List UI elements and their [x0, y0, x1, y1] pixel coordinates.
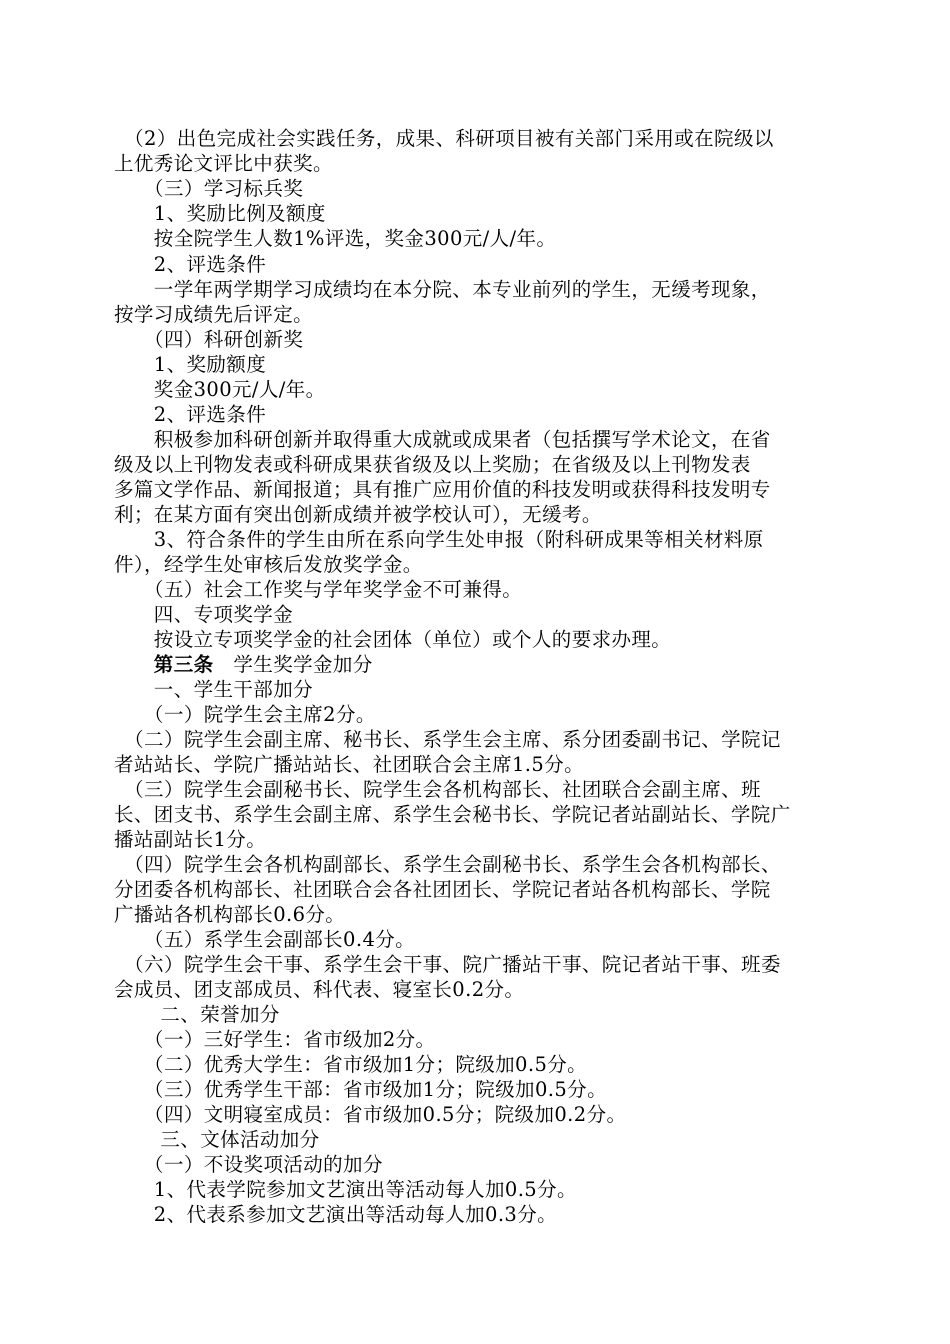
paragraph-line: （六）院学生会干事、系学生会干事、院广播站干事、院记者站干事、班委	[114, 953, 781, 976]
paragraph-line: 广播站各机构部长0.6分。	[114, 903, 346, 926]
paragraph-line: 上优秀论文评比中获奖。	[114, 152, 333, 175]
article-heading	[114, 652, 373, 677]
article-title: 学生奖学金加分	[213, 653, 373, 676]
paragraph-line: （三）院学生会副秘书长、院学生会各机构部长、社团联合会副主席、班	[114, 778, 761, 801]
article-number: 第三条	[114, 653, 214, 676]
paragraph-line: 2、代表系参加文艺演出等活动每人加0.3分。	[114, 1203, 558, 1226]
subsection-heading: 2、评选条件	[114, 403, 267, 426]
paragraph-line: （五）社会工作奖与学年奖学金不可兼得。	[114, 578, 523, 601]
paragraph-line: 多篇文学作品、新闻报道；具有推广应用价值的科技发明或获得科技发明专	[114, 478, 771, 501]
paragraph-line: 按设立专项奖学金的社会团体（单位）或个人的要求办理。	[114, 628, 672, 651]
section-heading: （三）学习标兵奖	[114, 177, 304, 200]
subsection-heading: （一）不设奖项活动的加分	[114, 1153, 383, 1176]
paragraph-line: 3、符合条件的学生由所在系向学生处申报（附科研成果等相关材料原	[114, 528, 764, 551]
paragraph-line: 级及以上刊物发表或科研成果获省级及以上奖励；在省级及以上刊物发表	[114, 453, 751, 476]
paragraph-line: 一学年两学期学习成绩均在本分院、本专业前列的学生，无缓考现象，	[114, 278, 771, 301]
paragraph-line: 分团委各机构部长、社团联合会各社团团长、学院记者站各机构部长、学院	[114, 878, 771, 901]
paragraph-line: 会成员、团支部成员、科代表、寝室长0.2分。	[114, 978, 525, 1001]
section-heading: （四）科研创新奖	[114, 328, 304, 351]
paragraph-line: 长、团支书、系学生会副主席、系学生会秘书长、学院记者站副站长、学院广	[114, 803, 791, 826]
subsection-heading: 2、评选条件	[114, 253, 267, 276]
paragraph-line: （2）出色完成社会实践任务，成果、科研项目被有关部门采用或在院级以	[114, 127, 774, 150]
paragraph-line: （一）院学生会主席2分。	[114, 703, 376, 726]
paragraph-line: （二）优秀大学生：省市级加1分；院级加0.5分。	[114, 1053, 588, 1076]
section-heading: 一、学生干部加分	[114, 678, 314, 701]
subsection-heading: 1、奖励额度	[114, 353, 267, 376]
paragraph-line: （五）系学生会副部长0.4分。	[114, 928, 416, 951]
paragraph-line: 播站副站长1分。	[114, 828, 267, 851]
paragraph-line: （四）院学生会各机构副部长、系学生会副秘书长、系学生会各机构部长、	[114, 853, 781, 876]
paragraph-line: 按全院学生人数1%评选，奖金300元/人/年。	[114, 227, 557, 250]
paragraph-line: 者站站长、学院广播站站长、社团联合会主席1.5分。	[114, 753, 585, 776]
section-heading: 三、文体活动加分	[114, 1128, 320, 1151]
paragraph-line: 奖金300元/人/年。	[114, 378, 326, 401]
paragraph-line: 件），经学生处审核后发放奖学金。	[114, 553, 423, 576]
section-heading: 四、专项奖学金	[114, 603, 294, 626]
paragraph-line: （二）院学生会副主席、秘书长、系学生会主席、系分团委副书记、学院记	[114, 728, 781, 751]
section-heading: 二、荣誉加分	[114, 1003, 280, 1026]
paragraph-line: 利；在某方面有突出创新成绩并被学校认可），无缓考。	[114, 503, 602, 526]
paragraph-line: （一）三好学生：省市级加2分。	[114, 1028, 436, 1051]
paragraph-line: 积极参加科研创新并取得重大成就或成果者（包括撰写学术论文，在省	[114, 428, 771, 451]
subsection-heading: 1、奖励比例及额度	[114, 202, 326, 225]
paragraph-line: （四）文明寝室成员：省市级加0.5分；院级加0.2分。	[114, 1103, 627, 1126]
paragraph-line: 按学习成绩先后评定。	[114, 303, 314, 326]
paragraph-line: 1、代表学院参加文艺演出等活动每人加0.5分。	[114, 1178, 577, 1201]
paragraph-line: （三）优秀学生干部：省市级加1分；院级加0.5分。	[114, 1078, 607, 1101]
